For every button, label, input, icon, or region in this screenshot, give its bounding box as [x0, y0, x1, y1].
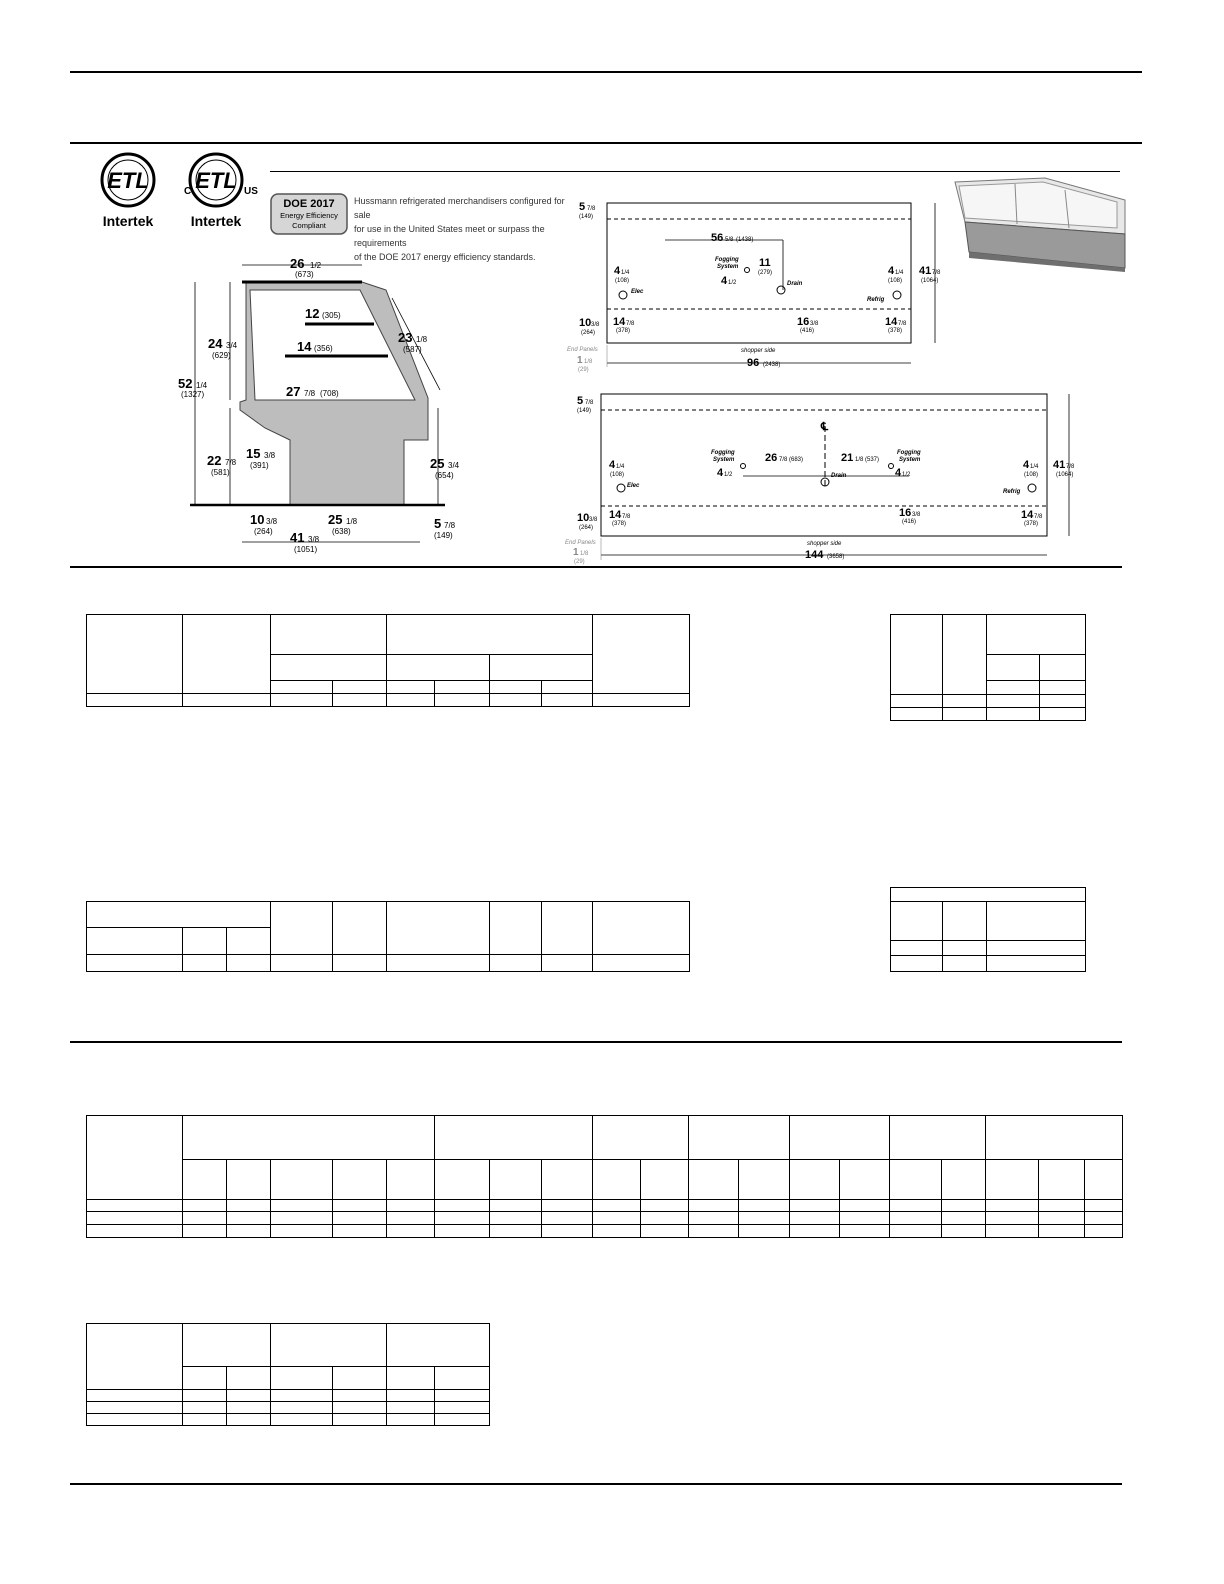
etl-listed-mark: [180, 152, 260, 232]
svg-text:4: 4: [1023, 459, 1030, 471]
spec-table-5: [86, 1115, 1123, 1238]
svg-text:1/8: 1/8: [416, 335, 428, 344]
svg-text:10: 10: [577, 512, 590, 524]
plan-view-144: [565, 390, 1090, 570]
svg-text:3/8: 3/8: [266, 517, 278, 526]
svg-text:(29): (29): [574, 559, 585, 565]
svg-text:3/8: 3/8: [264, 451, 276, 460]
svg-text:4: 4: [895, 467, 902, 479]
svg-text:3/8: 3/8: [810, 321, 819, 327]
svg-text:22: 22: [207, 453, 222, 468]
svg-text:(416): (416): [800, 328, 815, 334]
svg-text:Refrig: Refrig: [1003, 489, 1021, 495]
section-rule-3: [70, 1041, 1122, 1043]
svg-text:1/2: 1/2: [310, 261, 322, 270]
svg-text:1: 1: [577, 355, 583, 366]
svg-text:(2438): (2438): [763, 362, 781, 368]
doe-statement-line1: Hussmann refrigerated merchandisers configured for sale: [354, 196, 565, 220]
svg-text:10: 10: [579, 317, 592, 329]
spec-table-4: [890, 887, 1086, 972]
svg-text:(356): (356): [314, 344, 333, 353]
svg-text:(29): (29): [578, 367, 589, 373]
svg-text:1/4: 1/4: [621, 270, 630, 276]
svg-text:16: 16: [797, 316, 810, 328]
svg-text:1/8: 1/8: [346, 517, 358, 526]
svg-text:(108): (108): [1024, 472, 1039, 478]
svg-text:(149): (149): [434, 531, 453, 540]
svg-text:144: 144: [805, 549, 824, 561]
doe-badge-line2: Compliant: [292, 221, 326, 230]
case-photo: [945, 172, 1137, 272]
svg-text:(391): (391): [250, 461, 269, 470]
svg-text:Refrig: Refrig: [867, 297, 885, 303]
etl-listed-logo: [180, 152, 260, 232]
bottom-rule: [70, 1483, 1122, 1485]
svg-text:Elec: Elec: [631, 289, 644, 295]
svg-text:3/8: 3/8: [589, 517, 598, 523]
svg-text:7/8: 7/8: [225, 458, 237, 467]
svg-text:1/4: 1/4: [196, 381, 208, 390]
svg-text:7/8: 7/8: [585, 400, 594, 406]
svg-text:1/8: 1/8: [584, 359, 593, 365]
svg-text:ETL: ETL: [107, 168, 149, 193]
svg-text:14: 14: [613, 316, 626, 328]
doe-statement-line3: of the DOE 2017 energy efficiency standards.: [354, 252, 536, 262]
svg-text:5/8: 5/8: [725, 237, 734, 243]
svg-text:7/8: 7/8: [1066, 464, 1075, 470]
svg-text:C: C: [184, 186, 192, 197]
svg-text:52: 52: [178, 376, 193, 391]
svg-text:(1327): (1327): [181, 390, 205, 399]
svg-text:(264): (264): [254, 527, 273, 536]
etl-sanitation-mark: [98, 152, 160, 232]
svg-text:27: 27: [286, 384, 301, 399]
svg-text:(1051): (1051): [294, 545, 318, 554]
svg-text:(108): (108): [615, 278, 630, 284]
svg-text:(305): (305): [322, 311, 341, 320]
svg-text:1/2: 1/2: [728, 280, 737, 286]
svg-text:(1064): (1064): [921, 278, 939, 284]
svg-text:56: 56: [711, 232, 724, 244]
svg-text:1/2: 1/2: [724, 472, 733, 478]
spec-table-1: [86, 614, 690, 707]
svg-text:(108): (108): [888, 278, 903, 284]
svg-text:4: 4: [721, 275, 728, 287]
svg-text:(279): (279): [758, 270, 773, 276]
svg-text:5: 5: [577, 395, 584, 407]
svg-text:(1438): (1438): [736, 237, 754, 243]
svg-text:(581): (581): [211, 468, 230, 477]
svg-text:Fogging: Fogging: [715, 257, 739, 263]
svg-text:1/8: 1/8: [580, 551, 589, 557]
svg-text:7/8: 7/8: [304, 389, 316, 398]
svg-text:41: 41: [290, 530, 305, 545]
svg-text:1/8: 1/8: [855, 457, 864, 463]
svg-text:7/8: 7/8: [444, 521, 456, 530]
svg-text:Intertek: Intertek: [190, 213, 242, 229]
side-elevation-drawing: [170, 250, 470, 570]
svg-text:7/8: 7/8: [587, 206, 596, 212]
svg-text:(654): (654): [435, 471, 454, 480]
svg-text:11: 11: [759, 257, 771, 269]
svg-text:(264): (264): [581, 330, 596, 336]
svg-text:Drain: Drain: [831, 473, 847, 479]
etl-sanitation-logo: [98, 152, 160, 232]
svg-text:(378): (378): [616, 328, 631, 334]
svg-text:3/8: 3/8: [591, 322, 600, 328]
svg-text:26: 26: [290, 256, 305, 271]
svg-text:41: 41: [919, 265, 932, 277]
svg-text:System: System: [899, 457, 921, 463]
svg-text:26: 26: [765, 452, 778, 464]
svg-text:25: 25: [430, 456, 445, 471]
svg-text:(264): (264): [579, 525, 594, 531]
svg-text:25: 25: [328, 512, 343, 527]
svg-text:(537): (537): [865, 457, 880, 463]
section-rule: [70, 142, 1142, 144]
svg-text:4: 4: [888, 265, 895, 277]
svg-text:7/8: 7/8: [1034, 514, 1043, 520]
svg-text:1/4: 1/4: [616, 464, 625, 470]
svg-text:1/2: 1/2: [902, 472, 911, 478]
svg-text:℄: ℄: [821, 421, 829, 433]
svg-text:14: 14: [609, 509, 622, 521]
svg-text:21: 21: [841, 452, 854, 464]
doe-statement-line2: for use in the United States meet or surpass the requirements: [354, 224, 545, 248]
svg-text:(708): (708): [320, 389, 339, 398]
svg-text:End Panels: End Panels: [567, 347, 598, 353]
svg-text:(416): (416): [902, 519, 917, 525]
plan-view-96: [565, 195, 945, 375]
section-rule-2: [70, 566, 1122, 568]
doe-badge: [270, 193, 348, 235]
doe-badge-title: DOE 2017: [283, 198, 335, 210]
svg-text:Elec: Elec: [627, 483, 640, 489]
svg-text:7/8: 7/8: [898, 321, 907, 327]
svg-text:24: 24: [208, 336, 223, 351]
svg-text:3/4: 3/4: [226, 341, 238, 350]
spec-table-3: [86, 901, 690, 972]
svg-text:(587): (587): [403, 345, 422, 354]
svg-text:4: 4: [717, 467, 724, 479]
svg-text:4: 4: [614, 265, 621, 277]
svg-text:(149): (149): [577, 408, 592, 414]
svg-text:3/8: 3/8: [308, 535, 320, 544]
svg-text:Drain: Drain: [787, 281, 803, 287]
svg-text:4: 4: [609, 459, 616, 471]
svg-text:ETL: ETL: [195, 168, 237, 193]
svg-text:(108): (108): [610, 472, 625, 478]
top-rule: [70, 71, 1142, 73]
svg-text:7/8: 7/8: [779, 457, 788, 463]
doe-badge-line1: Energy Efficiency: [280, 211, 338, 220]
svg-text:23: 23: [398, 330, 413, 345]
svg-text:1/4: 1/4: [1030, 464, 1039, 470]
svg-text:(378): (378): [888, 328, 903, 334]
svg-text:7/8: 7/8: [626, 321, 635, 327]
svg-text:Fogging: Fogging: [897, 450, 921, 456]
svg-text:14: 14: [1021, 509, 1034, 521]
svg-text:System: System: [713, 457, 735, 463]
svg-text:10: 10: [250, 512, 265, 527]
svg-text:(629): (629): [212, 351, 231, 360]
svg-text:End Panels: End Panels: [565, 540, 596, 546]
svg-text:3/8: 3/8: [912, 512, 921, 518]
svg-text:15: 15: [246, 446, 261, 461]
svg-text:14: 14: [297, 339, 312, 354]
svg-text:14: 14: [885, 316, 898, 328]
svg-text:7/8: 7/8: [622, 514, 631, 520]
svg-text:12: 12: [305, 306, 320, 321]
svg-text:41: 41: [1053, 459, 1066, 471]
svg-text:(683): (683): [789, 457, 804, 463]
svg-text:(3658): (3658): [827, 554, 845, 560]
svg-text:16: 16: [899, 507, 912, 519]
svg-text:Fogging: Fogging: [711, 450, 735, 456]
svg-text:shopper side: shopper side: [807, 541, 842, 547]
svg-text:96: 96: [747, 357, 760, 369]
svg-text:System: System: [717, 264, 739, 270]
svg-text:5: 5: [579, 201, 586, 213]
svg-text:(149): (149): [579, 214, 594, 220]
svg-text:US: US: [244, 186, 258, 197]
spec-table-2: [890, 614, 1086, 721]
svg-text:(378): (378): [1024, 521, 1039, 527]
svg-text:(638): (638): [332, 527, 351, 536]
svg-text:7/8: 7/8: [932, 270, 941, 276]
spec-table-6: [86, 1323, 490, 1426]
svg-text:1: 1: [573, 547, 579, 558]
svg-text:(673): (673): [295, 270, 314, 279]
svg-text:3/4: 3/4: [448, 461, 460, 470]
svg-text:Intertek: Intertek: [102, 213, 154, 229]
svg-text:(378): (378): [612, 521, 627, 527]
svg-text:1/4: 1/4: [895, 270, 904, 276]
svg-text:shopper side: shopper side: [741, 348, 776, 354]
svg-text:5: 5: [434, 516, 442, 531]
svg-text:(1064): (1064): [1056, 472, 1074, 478]
